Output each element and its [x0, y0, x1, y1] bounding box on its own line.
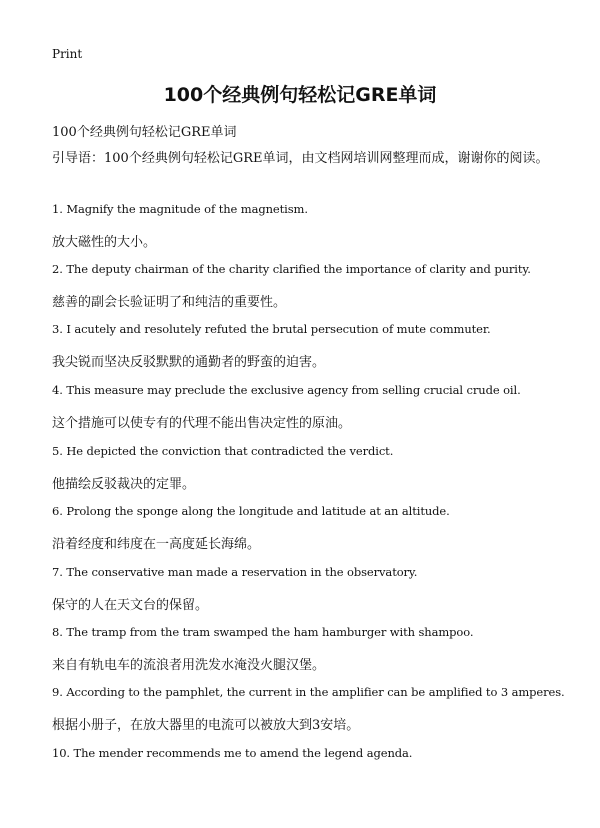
sentence-zh-6: 沿着经度和纬度在一高度延长海绵。 — [52, 537, 261, 552]
sentence-en-3: 3. I acutely and resolutely refuted the brutal persecution of mute commuter. — [52, 322, 491, 336]
sentence-zh-5: 他描绘反驳裁决的定罪。 — [52, 477, 196, 492]
sentence-en-4: 4. This measure may preclude the exclusive agency from selling crucial crude oil. — [52, 383, 521, 397]
document-subtitle: 100个经典例句轻松记GRE单词 — [52, 125, 237, 140]
sentence-zh-9: 根据小册子，在放大器里的电流可以被放大到3安培。 — [52, 718, 360, 733]
sentence-en-8: 8. The tramp from the tram swamped the ham hamburger with shampoo. — [52, 625, 474, 639]
sentence-en-7: 7. The conservative man made a reservation in the observatory. — [52, 565, 418, 579]
sentence-en-5: 5. He depicted the conviction that contradicted the verdict. — [52, 444, 394, 458]
intro-paragraph: 引导语：100个经典例句轻松记GRE单词，由文档网培训网整理而成，谢谢你的阅读。 — [52, 151, 549, 166]
sentence-en-6: 6. Prolong the sponge along the longitude and latitude at an altitude. — [52, 504, 450, 518]
page-title: 100个经典例句轻松记GRE单词 — [163, 84, 437, 106]
print-link[interactable]: Print — [52, 47, 83, 61]
sentence-zh-1: 放大磁性的大小。 — [52, 235, 157, 250]
sentence-zh-2: 慈善的副会长验证明了和纯洁的重要性。 — [52, 295, 287, 310]
sentence-zh-7: 保守的人在天文台的保留。 — [52, 598, 209, 613]
sentence-zh-3: 我尖锐而坚决反驳默默的通勤者的野蛮的迫害。 — [52, 355, 326, 370]
sentence-en-9: 9. According to the pamphlet, the current in the amplifier can be amplified to 3 amperes. — [52, 685, 565, 699]
sentence-en-2: 2. The deputy chairman of the charity clarified the importance of clarity and purity. — [52, 262, 531, 276]
sentence-zh-8: 来自有轨电车的流浪者用洗发水淹没火腿汉堡。 — [52, 658, 326, 673]
sentence-en-10: 10. The mender recommends me to amend the legend agenda. — [52, 746, 413, 760]
sentence-zh-4: 这个措施可以使专有的代理不能出售决定性的原油。 — [52, 416, 352, 431]
sentence-en-1: 1. Magnify the magnitude of the magnetism. — [52, 202, 308, 216]
